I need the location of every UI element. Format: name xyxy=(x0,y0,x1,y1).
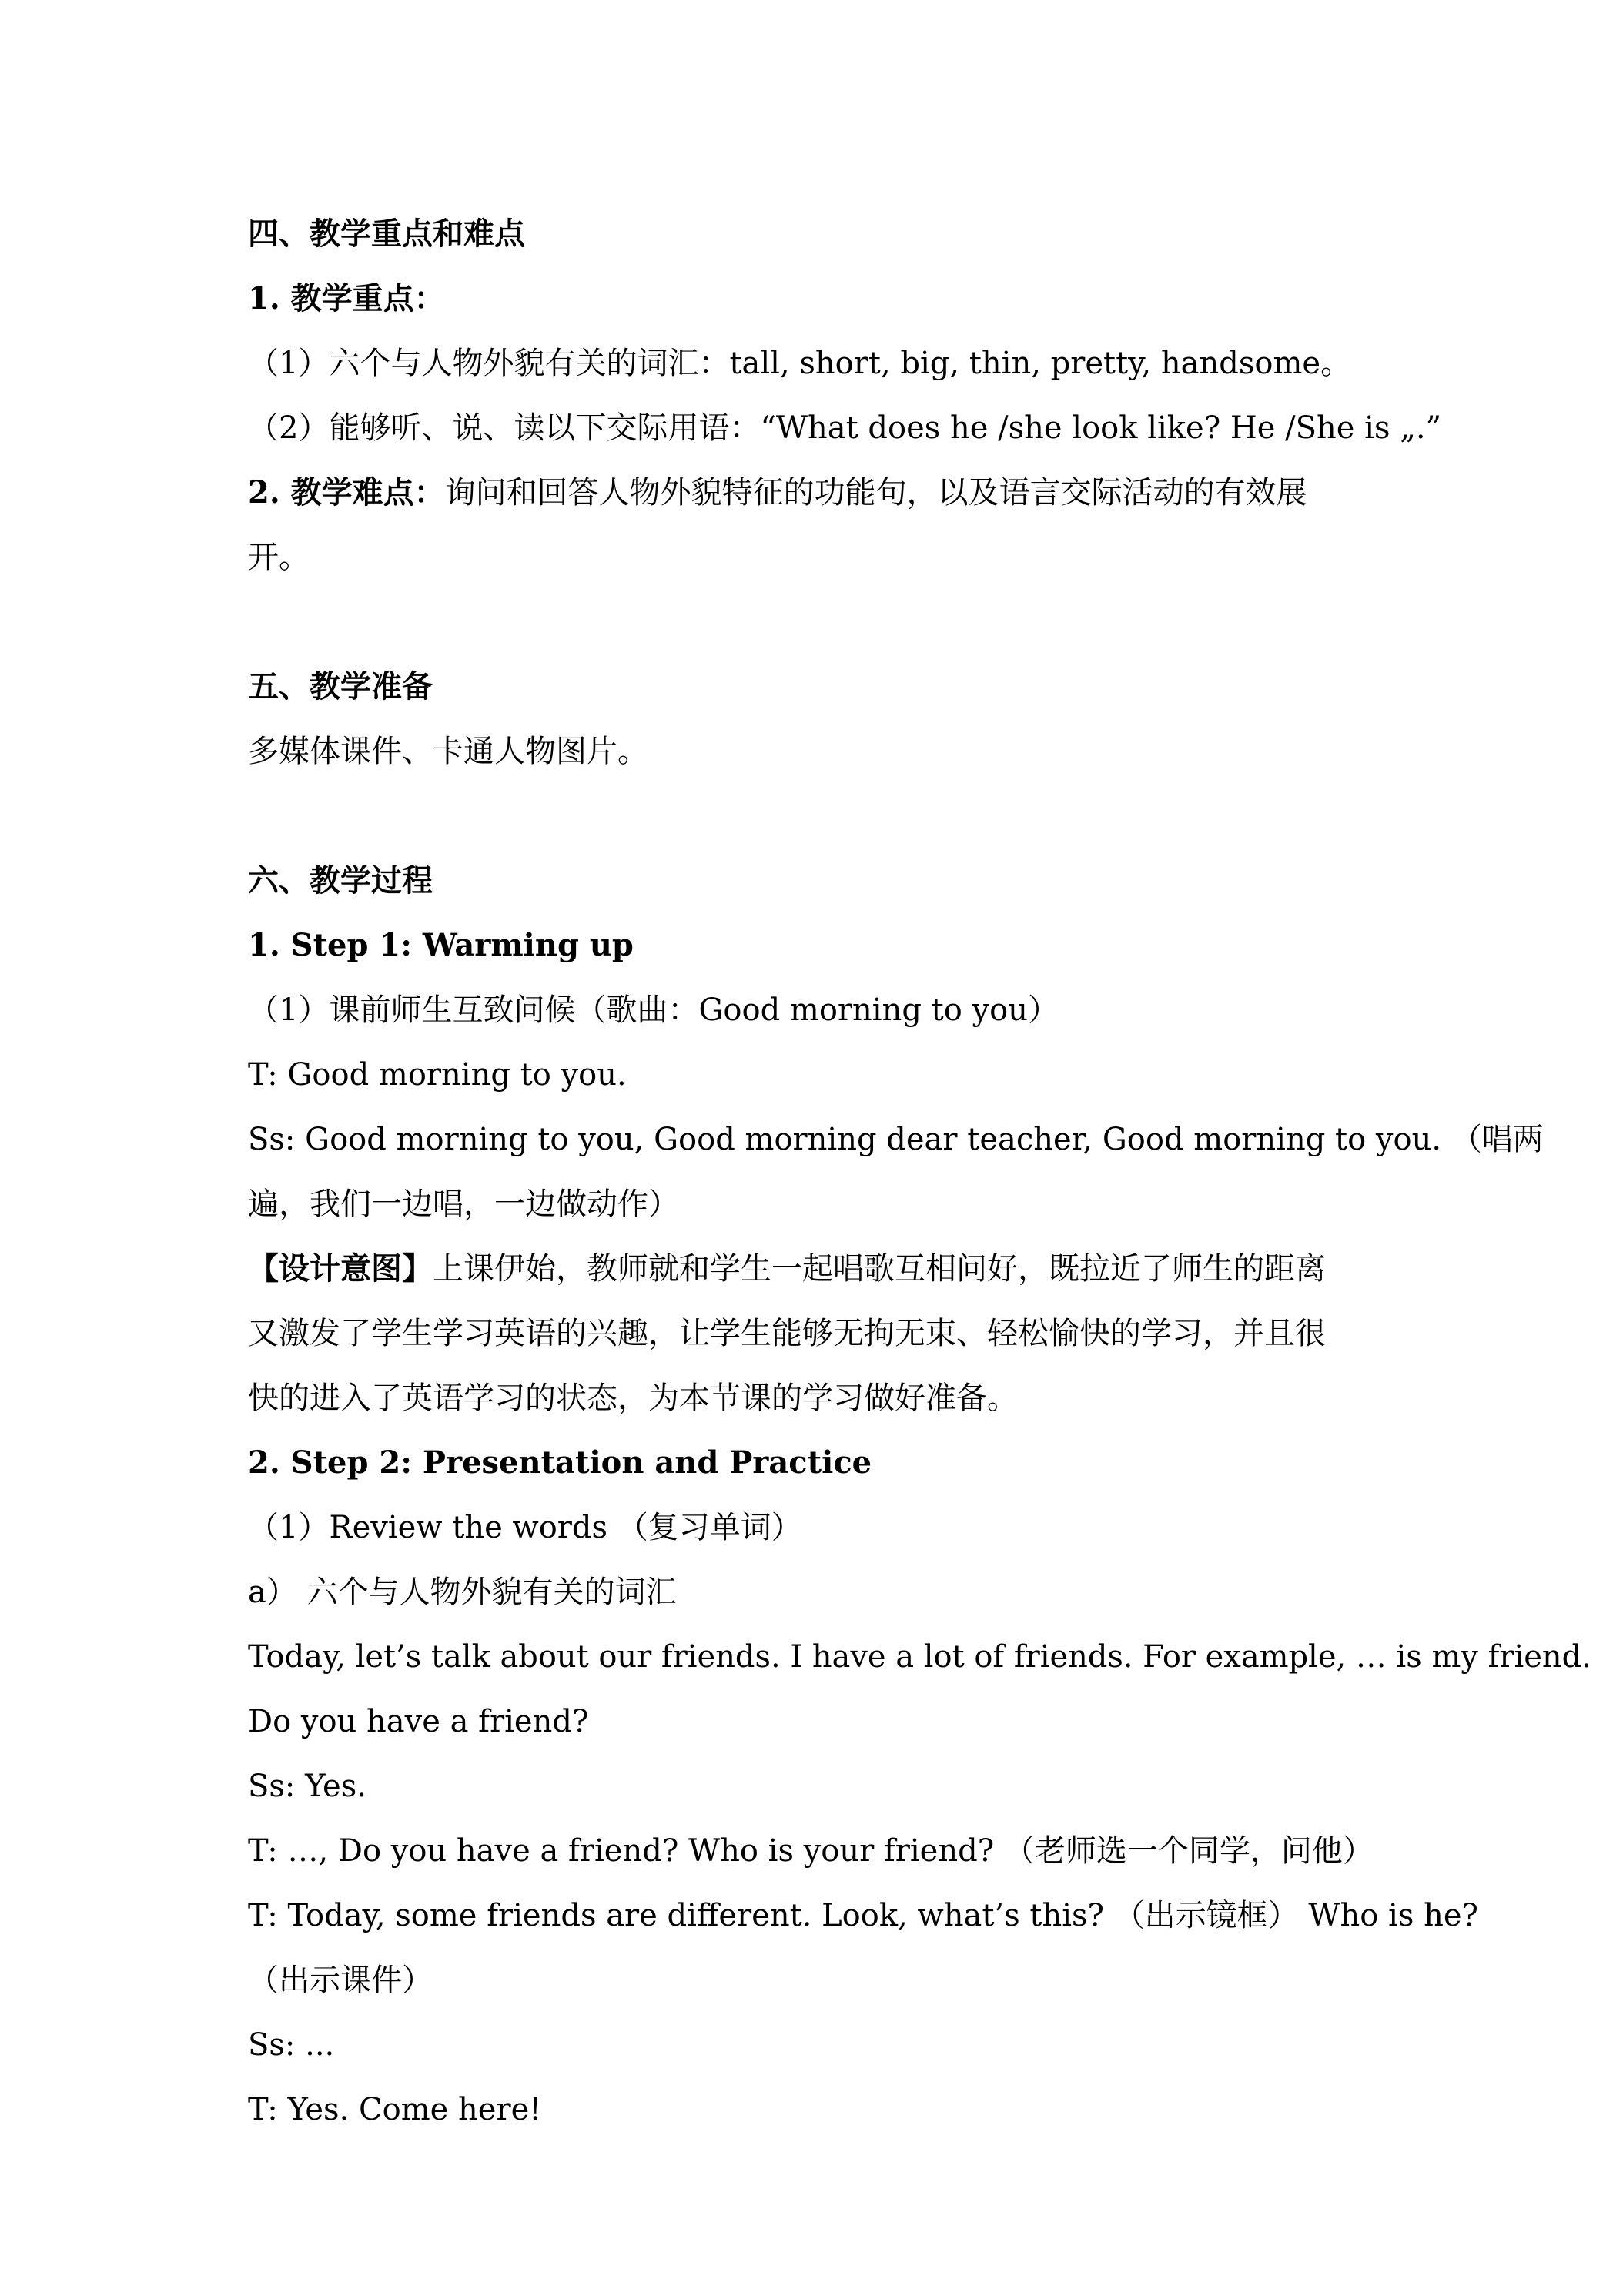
preparation-text: 多媒体课件、卡通人物图片。 xyxy=(248,734,648,769)
difficulty-line xyxy=(248,460,1395,525)
difficulty-label: 2. 教学难点： xyxy=(248,474,445,510)
step1-teacher-line: T: Good morning to you. xyxy=(248,1057,627,1093)
key-points-label: 1. 教学重点： xyxy=(248,280,445,316)
document-body xyxy=(248,202,1591,2142)
design-intent-line-1 xyxy=(248,1237,1395,1301)
step1-students-line-1: Ss: Good morning to you, Good morning dear teacher, Good morning to you. （唱两 xyxy=(248,1122,1544,1157)
dialog-line: Ss: ... xyxy=(248,2027,335,2063)
design-intent-line-3: 快的进入了英语学习的状态，为本节课的学习做好准备。 xyxy=(248,1381,1018,1416)
step1-students-line-2: 遍，我们一边唱，一边做动作） xyxy=(248,1186,679,1222)
dialog-line: T: Yes. Come here! xyxy=(248,2092,542,2127)
step1-item-1: （1）课前师生互致问候（歌曲：Good morning to you） xyxy=(248,992,1059,1028)
key-point-2: （2）能够听、说、读以下交际用语：“What does he /she look like? He /She is „.” xyxy=(248,410,1442,446)
dialog-line: T: …, Do you have a friend? Who is your friend? （老师选一个同学，问他） xyxy=(248,1833,1374,1869)
design-intent-label: 【设计意图】 xyxy=(248,1250,433,1287)
dialog-line: （出示课件） xyxy=(248,1963,433,1998)
difficulty-text: 询问和回答人物外貌特征的功能句，以及语言交际活动的有效展 xyxy=(444,475,1307,510)
dialog-line: Ss: Yes. xyxy=(248,1769,366,1804)
section-heading-6: 六、教学过程 xyxy=(248,862,433,899)
blank-line xyxy=(248,590,1395,654)
key-point-1: （1）六个与人物外貌有关的词汇：tall, short, big, thin, pretty, handsome。 xyxy=(248,346,1352,381)
step2-item-1: （1）Review the words （复习单词） xyxy=(248,1510,802,1545)
design-intent-text: 上课伊始，教师就和学生一起唱歌互相问好，既拉近了师生的距离 xyxy=(433,1251,1326,1287)
dialog-line: Do you have a friend? xyxy=(248,1704,589,1739)
difficulty-text-cont: 开。 xyxy=(248,540,310,575)
step2-sub-a: a） 六个与人物外貌有关的词汇 xyxy=(248,1575,677,1610)
design-intent-line-2: 又激发了学生学习英语的兴趣，让学生能够无拘无束、轻松愉快的学习，并且很 xyxy=(248,1316,1326,1351)
section-heading-4: 四、教学重点和难点 xyxy=(248,216,525,252)
section-heading-5: 五、教学准备 xyxy=(248,668,433,705)
dialog-line: T: Today, some friends are different. Look, what’s this? （出示镜框） Who is he? xyxy=(248,1898,1478,1933)
step1-heading: 1. Step 1: Warming up xyxy=(248,927,634,963)
blank-line xyxy=(248,784,1395,848)
step2-heading: 2. Step 2: Presentation and Practice xyxy=(248,1444,872,1481)
dialog-line: Today, let’s talk about our friends. I have a lot of friends. For example, … is my friend. xyxy=(248,1639,1591,1675)
